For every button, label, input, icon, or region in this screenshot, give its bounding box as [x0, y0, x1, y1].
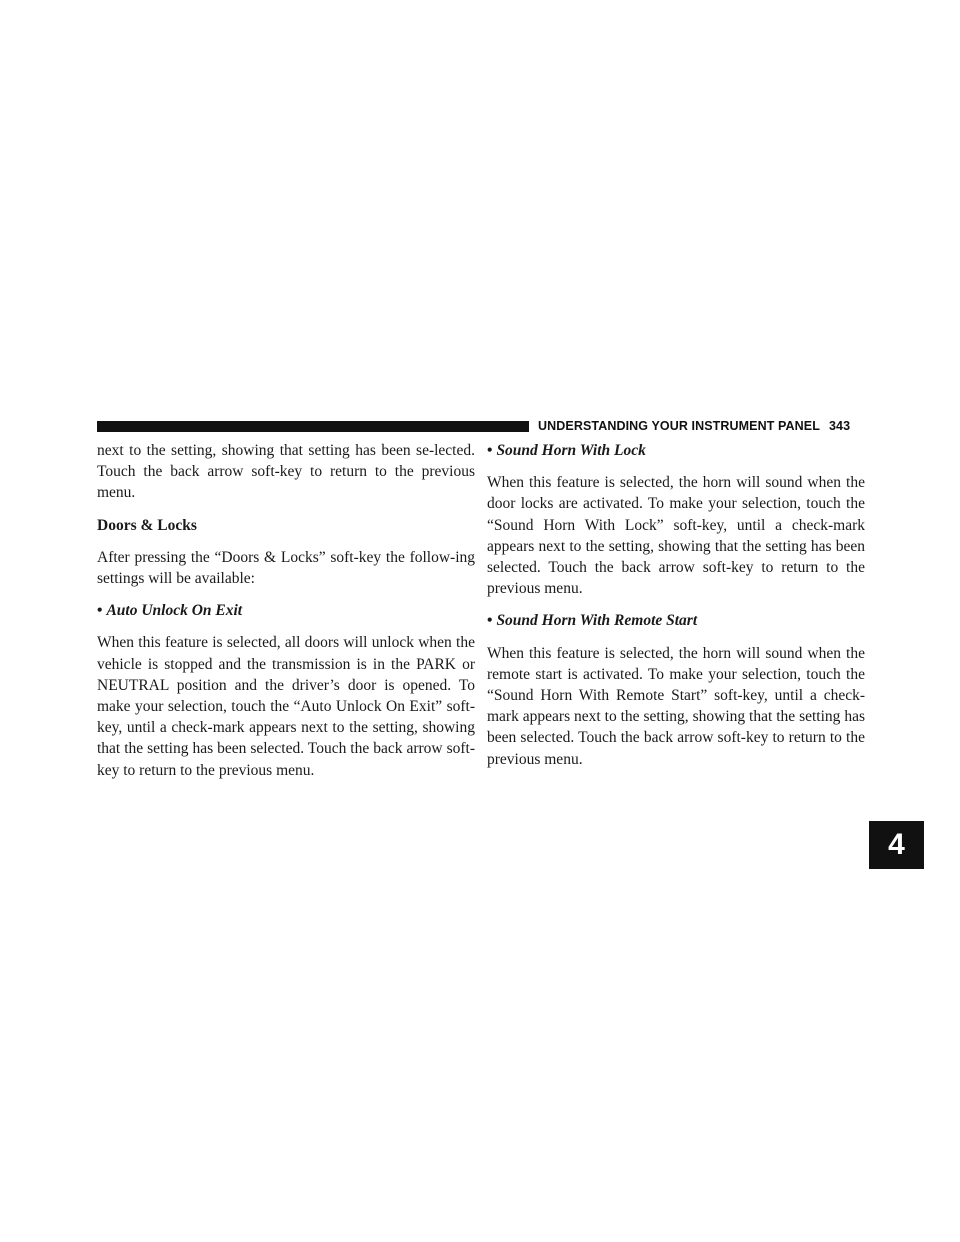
right-column — [487, 440, 865, 770]
page-number: 343 — [828, 419, 851, 433]
bullet-label: Auto Unlock On Exit — [106, 602, 243, 620]
bullet-sound-horn-with-lock — [487, 440, 865, 461]
bullet-sound-horn-remote-start — [487, 610, 865, 631]
header-rule — [97, 421, 529, 432]
bullet-dot: • — [487, 612, 493, 630]
horn-remote-paragraph: When this feature is selected, the horn will sound when the remote start is activated. To make your selection, touch the “Sound Horn With Remote Start” soft-key, until a check-mark appears next to the setting, showing that the setting has been selected. Touch the back arrow soft-key to return to the previous menu. — [487, 644, 865, 768]
bullet-label: Sound Horn With Lock — [496, 442, 646, 459]
section-heading-doors-locks: Doors & Locks — [97, 516, 197, 534]
chapter-tab: 4 — [869, 821, 924, 869]
continuation-paragraph: next to the setting, showing that setting has been se-lected. Touch the back arrow soft-key to return to the previous menu. — [97, 442, 475, 502]
bullet-dot: • — [487, 442, 493, 459]
section-title: UNDERSTANDING YOUR INSTRUMENT PANEL — [538, 419, 820, 433]
running-header — [538, 418, 864, 435]
bullet-label: Sound Horn With Remote Start — [496, 612, 698, 630]
doors-locks-intro: After pressing the “Doors & Locks” soft-key the follow-ing settings will be available: — [97, 548, 475, 588]
auto-unlock-paragraph: When this feature is selected, all doors will unlock when the vehicle is stopped and the transmission is in the PARK or NEUTRAL position and the driver’s door is opened. To make your selection, touch the “Auto Unlock On Exit” soft-key, until a check-mark appears next to the setting, showing that the setting has been selected. Touch the back arrow soft-key to return to the previous menu. — [97, 634, 475, 779]
left-column — [97, 440, 475, 781]
horn-lock-paragraph: When this feature is selected, the horn will sound when the door locks are activated. To make your selection, touch the “Sound Horn With Lock” soft-key, until a check-mark appears next to the setting, showing that the setting has been selected. Touch the back arrow soft-key to return to the previous menu. — [487, 474, 865, 598]
bullet-auto-unlock-on-exit — [97, 600, 475, 621]
bullet-dot: • — [97, 602, 103, 620]
